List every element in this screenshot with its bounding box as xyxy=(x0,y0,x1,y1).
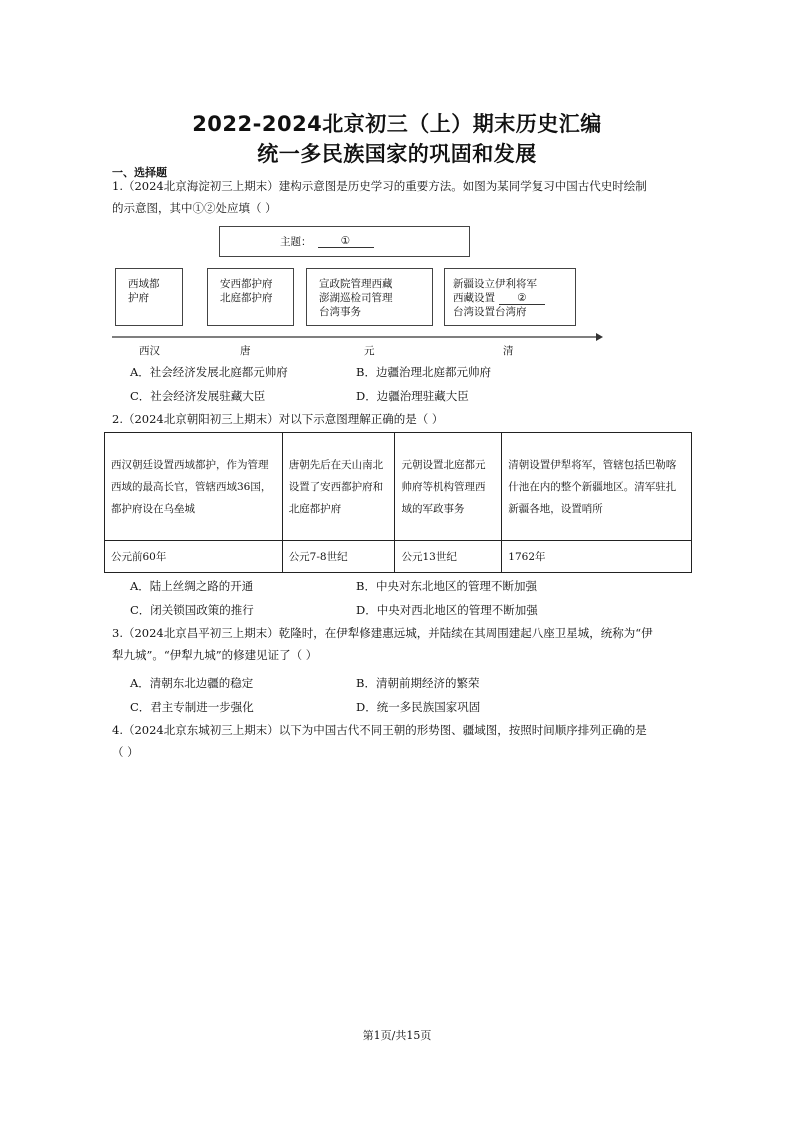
q1-option-c[interactable]: C．社会经济发展驻藏大臣 xyxy=(130,389,266,403)
q1-stem-line2: 的示意图，其中①②处应填（ ） xyxy=(112,201,277,215)
q2-date-yuan: 公元13世纪 xyxy=(395,541,502,573)
q2-table-content-row xyxy=(105,433,692,541)
q2-cell-western-han: 西汉朝廷设置西域都护，作为管理西域的最高长官，管辖西域36国，都护府设在乌垒城 xyxy=(105,433,283,541)
q4-stem-line2: （ ） xyxy=(112,745,139,759)
q2-table xyxy=(104,432,692,573)
q1-box2-line2: 北庭都护府 xyxy=(220,292,273,304)
q1-option-b[interactable]: B．边疆治理北庭都元帅府 xyxy=(356,365,491,379)
q1-box4-blank: ② xyxy=(499,292,545,305)
q3-option-b[interactable]: B．清朝前期经济的繁荣 xyxy=(356,676,480,690)
q4-stem-line1: 4.（2024北京东城初三上期末）以下为中国古代不同王朝的形势图、疆域图，按照时间顺序排列正确的是 xyxy=(112,723,647,737)
q1-theme-label: 主题： xyxy=(280,235,312,248)
q1-box3-line1: 宣政院管理西藏 xyxy=(319,278,393,290)
q1-theme-blank: ① xyxy=(318,235,374,248)
q1-box2-line1: 安西都护府 xyxy=(220,278,273,290)
q1-era-qing: 清 xyxy=(503,345,514,357)
q3-stem-line2: 犁九城”。“伊犁九城”的修建见证了（ ） xyxy=(112,648,318,662)
q1-era-yuan: 元 xyxy=(364,345,375,357)
q1-box1-line2: 护府 xyxy=(128,292,149,304)
q1-box4-line2 xyxy=(453,291,575,305)
q2-date-qing: 1762年 xyxy=(502,541,692,573)
page-subtitle: 统一多民族国家的巩固和发展 xyxy=(257,142,537,166)
q1-option-a[interactable]: A．社会经济发展北庭都元帅府 xyxy=(130,365,288,379)
q2-cell-qing: 清朝设置伊犁将军，管辖包括巴勒喀什池在内的整个新疆地区。清军驻扎新疆各地，设置哨所 xyxy=(502,433,692,541)
q2-option-a[interactable]: A．陆上丝绸之路的开通 xyxy=(130,579,254,593)
q2-date-western-han: 公元前60年 xyxy=(105,541,283,573)
q1-era-tang: 唐 xyxy=(240,345,251,357)
q1-box-western-han xyxy=(115,268,183,326)
q1-stem-line1: 1.（2024北京海淀初三上期末）建构示意图是历史学习的重要方法。如图为某同学复习中国古代史时绘制 xyxy=(112,179,647,193)
q2-option-c[interactable]: C．闭关锁国政策的推行 xyxy=(130,603,254,617)
q1-box4-line3: 台湾设置台湾府 xyxy=(453,306,527,318)
q1-box3-line2: 澎湖巡检司管理 xyxy=(319,292,393,304)
q1-box4-line2-text: 西藏设置 xyxy=(453,292,495,304)
q2-table-date-row xyxy=(105,541,692,573)
q2-cell-tang: 唐朝先后在天山南北设置了安西都护府和北庭都护府 xyxy=(282,433,395,541)
q1-box4-line1: 新疆设立伊利将军 xyxy=(453,278,537,290)
q3-option-c[interactable]: C．君主专制进一步强化 xyxy=(130,700,254,714)
q1-timeline-arrow xyxy=(112,330,604,344)
q1-box3-line3: 台湾事务 xyxy=(319,306,361,318)
page-title: 2022-2024北京初三（上）期末历史汇编 xyxy=(192,112,602,136)
q3-option-a[interactable]: A．清朝东北边疆的稳定 xyxy=(130,676,254,690)
q3-option-d[interactable]: D．统一多民族国家巩固 xyxy=(356,700,481,714)
q2-stem: 2.（2024北京朝阳初三上期末）对以下示意图理解正确的是（ ） xyxy=(112,412,444,426)
q1-box1-line1: 西域都 xyxy=(128,278,160,290)
q1-era-western-han: 西汉 xyxy=(139,345,160,357)
q2-option-b[interactable]: B．中央对东北地区的管理不断加强 xyxy=(356,579,537,593)
q1-box-qing xyxy=(444,268,576,326)
q1-theme-box xyxy=(219,226,470,257)
section-label: 一、选择题 xyxy=(112,166,167,179)
q2-date-tang: 公元7-8世纪 xyxy=(282,541,395,573)
page-number: 第1页/共15页 xyxy=(362,1029,432,1042)
q2-option-d[interactable]: D．中央对西北地区的管理不断加强 xyxy=(356,603,538,617)
q2-cell-yuan: 元朝设置北庭都元帅府等机构管理西域的军政事务 xyxy=(395,433,502,541)
q1-box-tang xyxy=(207,268,294,326)
q1-box-yuan xyxy=(306,268,433,326)
q3-stem-line1: 3.（2024北京昌平初三上期末）乾隆时，在伊犁修建惠远城，并陆续在其周围建起八座卫星城，统称为“伊 xyxy=(112,626,653,640)
q1-option-d[interactable]: D．边疆治理驻藏大臣 xyxy=(356,389,469,403)
